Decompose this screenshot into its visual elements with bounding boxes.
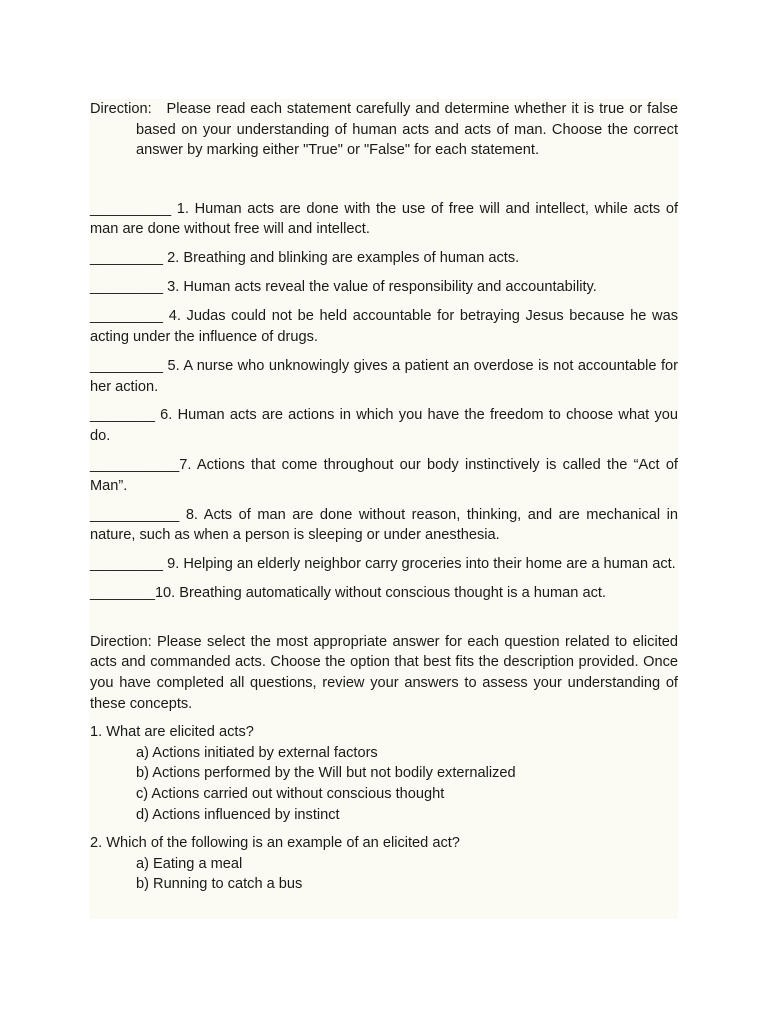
answer-blank: ___________ <box>90 457 180 474</box>
question-text: 1. What are elicited acts? <box>90 724 254 741</box>
statement-item <box>90 277 678 298</box>
statement-text: 2. Breathing and blinking are examples of human acts. <box>163 250 520 267</box>
document-content <box>90 99 678 919</box>
direction-paragraph-2: Direction: Please select the most appropriate answer for each question related to elicited acts and commanded acts. Choose the option that best fits the description provided. Once you have completed all questions, review your answers to assess your understanding of these concepts. <box>90 633 678 712</box>
answer-option: b) Running to catch a bus <box>136 876 303 893</box>
statement-text: 6. Human acts are actions in which you have the freedom to choose what you do. <box>90 407 678 445</box>
answer-blank: _________ <box>90 279 164 296</box>
answer-blank: ________ <box>90 585 155 602</box>
statement-text: 1. Human acts are done with the use of free will and intellect, while acts of man are done without free will and intellect. <box>90 200 678 238</box>
question-block <box>90 722 678 825</box>
direction-paragraph-1 <box>90 99 678 161</box>
answer-option: c) Actions carried out without conscious thought <box>136 785 445 802</box>
statement-item <box>90 248 678 269</box>
answer-blank: _________ <box>90 308 164 325</box>
statement-item <box>90 306 678 347</box>
question-text: 2. Which of the following is an example of an elicited act? <box>90 835 460 852</box>
statement-text: 10. Breathing automatically without conscious thought is a human act. <box>154 585 606 602</box>
answer-option: d) Actions influenced by instinct <box>136 806 340 823</box>
answer-blank: ________ <box>90 407 155 424</box>
answer-option: b) Actions performed by the Will but not bodily externalized <box>136 765 516 782</box>
answer-option: a) Actions initiated by external factors <box>136 744 378 761</box>
statement-item <box>90 505 678 546</box>
statement-text: 8. Acts of man are done without reason, thinking, and are mechanical in nature, such as when a person is sleeping or under anesthesia. <box>90 506 678 544</box>
statement-text: 4. Judas could not be held accountable for betraying Jesus because he was acting under the influence of drugs. <box>90 308 678 345</box>
answer-blank: _________ <box>90 556 164 573</box>
answer-option: a) Eating a meal <box>136 855 243 872</box>
direction-text: Please read each statement carefully and determine whether it is true or false based on your understanding of human acts and acts of man. Choose the correct answer by marking either "True" or "False" for each statement. <box>136 101 678 159</box>
statement-text: 5. A nurse who unknowingly gives a patient an overdose is not accountable for her action. <box>90 357 678 395</box>
statement-item <box>90 405 678 446</box>
statement-item <box>90 583 678 604</box>
answer-blank: ___________ <box>90 506 180 523</box>
answer-blank: _________ <box>90 250 164 267</box>
question-block <box>90 833 678 895</box>
statement-item <box>90 356 678 397</box>
statement-item <box>90 199 678 240</box>
direction-label: Direction: <box>90 101 152 117</box>
statement-item <box>90 554 678 575</box>
statement-text: 3. Human acts reveal the value of responsibility and accountability. <box>163 279 597 296</box>
statement-text: 7. Actions that come throughout our body instinctively is called the “Act of Man”. <box>90 457 678 494</box>
answer-blank: __________ <box>90 200 172 217</box>
answer-blank: _________ <box>90 357 164 374</box>
statement-item <box>90 455 678 496</box>
statement-text: 9. Helping an elderly neighbor carry groceries into their home are a human act. <box>163 556 676 573</box>
